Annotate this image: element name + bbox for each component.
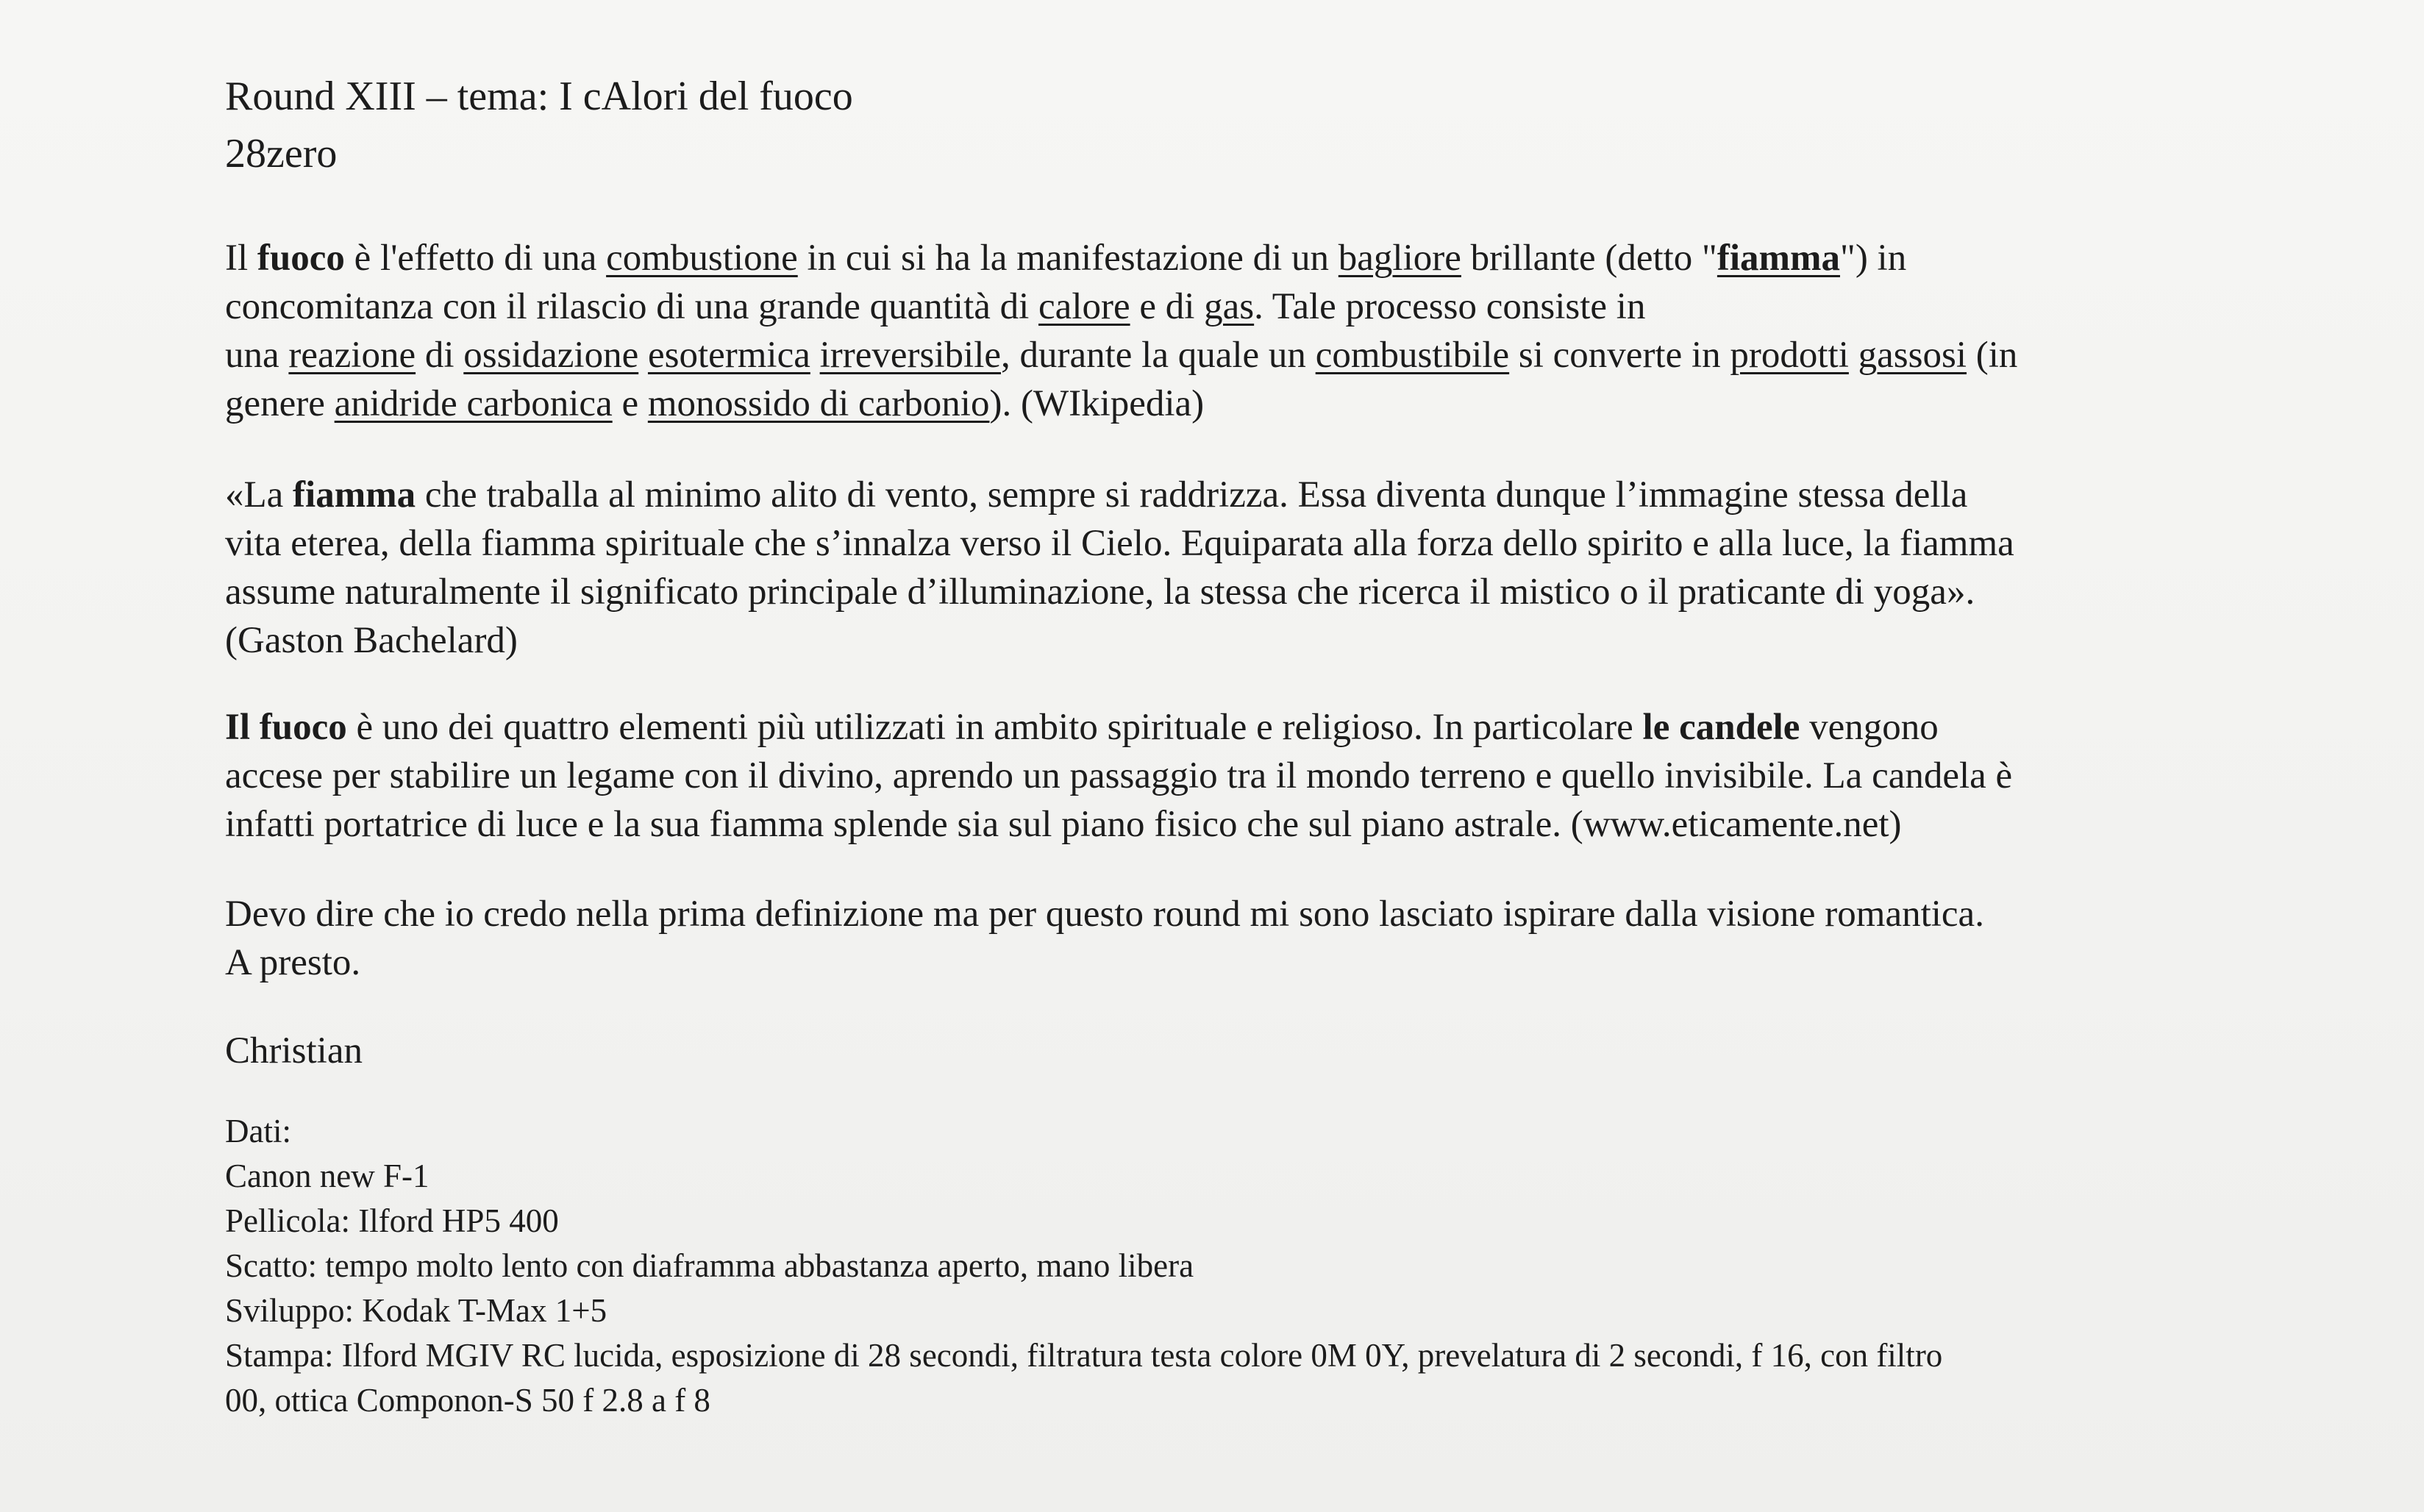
paragraph-line: (Gaston Bachelard): [225, 620, 518, 661]
link-anidride-carbonica[interactable]: anidride carbonica: [334, 383, 613, 424]
paragraph-line: genere anidride carbonica e monossido di carbonio). (WIkipedia): [225, 383, 1205, 424]
data-heading: Dati:: [225, 1113, 291, 1149]
link-irreversibile[interactable]: irreversibile: [819, 335, 1001, 376]
link-reazione[interactable]: reazione: [288, 335, 416, 376]
data-line: Stampa: Ilford MGIV RC lucida, esposizione di 28 secondi, filtratura testa colore 0M 0Y, prevelatura di 2 secondi, f 16, con filtro: [225, 1337, 1943, 1374]
paragraph-line: Il fuoco è uno dei quattro elementi più utilizzati in ambito spirituale e religioso. In particolare le candele vengono: [225, 707, 1939, 748]
link-calore[interactable]: calore: [1038, 286, 1130, 327]
link-bagliore[interactable]: bagliore: [1338, 238, 1461, 279]
paragraph-line: accese per stabilire un legame con il divino, aprendo un passaggio tra il mondo terreno e quello invisibile. La candela è: [225, 755, 2013, 796]
link-gassosi[interactable]: gassosi: [1858, 335, 1967, 376]
paragraph-definition: [225, 234, 2203, 428]
paragraph-spiritual: [225, 703, 2203, 849]
link-prodotti[interactable]: prodotti: [1730, 335, 1849, 376]
paragraph-line: Il fuoco è l'effetto di una combustione in cui si ha la manifestazione di un bagliore brillante (detto "fiamma") in: [225, 238, 1907, 279]
data-line: Canon new F-1: [225, 1158, 429, 1194]
paragraph-line: concomitanza con il rilascio di una grande quantità di calore e di gas. Tale processo consiste in: [225, 286, 1646, 327]
paragraph-line: assume naturalmente il significato principale d’illuminazione, la stessa che ricerca il mistico o il praticante di yoga».: [225, 571, 1975, 613]
page-title: Round XIII – tema: I cAlori del fuoco: [225, 74, 853, 119]
header: [225, 68, 2203, 182]
paragraph-line: «La fiamma che traballa al minimo alito di vento, sempre si raddrizza. Essa diventa dunque l’immagine stessa della: [225, 474, 1968, 516]
link-esotermica[interactable]: esotermica: [647, 335, 810, 376]
link-combustione[interactable]: combustione: [606, 238, 798, 279]
paragraph-line: infatti portatrice di luce e la sua fiamma splende sia sul piano fisico che sul piano astrale. (www.eticamente.net): [225, 804, 1902, 845]
data-line: Pellicola: Ilford HP5 400: [225, 1202, 559, 1239]
data-line: Sviluppo: Kodak T-Max 1+5: [225, 1292, 607, 1329]
signature: Christian: [225, 1030, 363, 1071]
link-gas[interactable]: gas: [1204, 286, 1255, 327]
author-name: 28zero: [225, 131, 338, 176]
paragraph-personal-note: [225, 890, 2203, 987]
link-monossido-di-carbonio[interactable]: monossido di carbonio: [647, 383, 990, 424]
paragraph-line: una reazione di ossidazione esotermica irreversibile, durante la quale un combustibile si converte in prodotti gassosi (in: [225, 335, 2018, 376]
link-fiamma[interactable]: fiamma: [1717, 238, 1840, 279]
paragraph-line: Devo dire che io credo nella prima definizione ma per questo round mi sono lasciato ispirare dalla visione romantica.: [225, 894, 1984, 935]
link-ossidazione[interactable]: ossidazione: [463, 335, 639, 376]
paragraph-bachelard-quote: [225, 471, 2203, 665]
paragraph-line: vita eterea, della fiamma spirituale che s’innalza verso il Cielo. Equiparata alla forza dello spirito e alla luce, la fiamma: [225, 523, 2014, 564]
paragraph-line: A presto.: [225, 942, 361, 983]
data-line: 00, ottica Componon-S 50 f 2.8 a f 8: [225, 1382, 710, 1419]
link-combustibile[interactable]: combustibile: [1315, 335, 1510, 376]
data-line: Scatto: tempo molto lento con diaframma abbastanza aperto, mano libera: [225, 1247, 1194, 1284]
technical-data: [225, 1109, 2203, 1423]
